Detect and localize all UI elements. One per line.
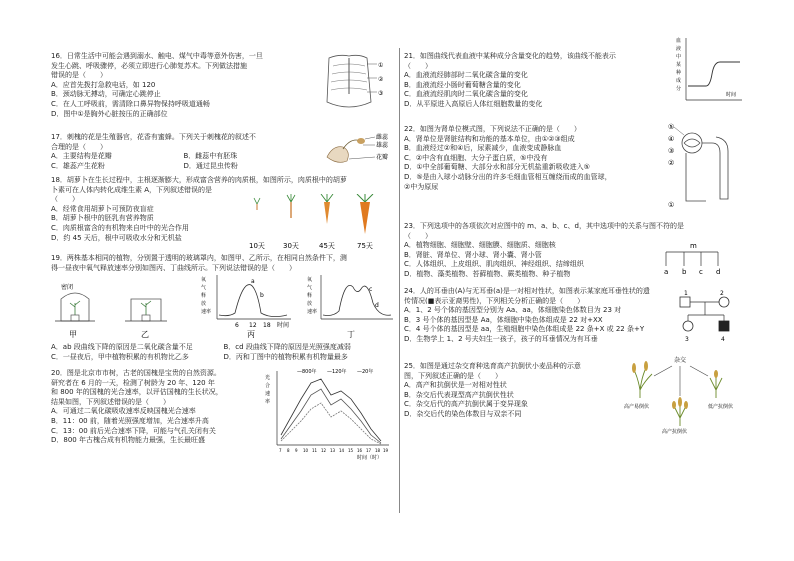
question-18 <box>51 176 396 251</box>
q17-figure-label: 雌蕊 <box>376 134 389 141</box>
q19-figure <box>51 273 396 343</box>
q21-option-c[interactable]: C．血液流经肌肉时二氧化碳含量的变化 <box>404 90 528 99</box>
q19-axis-y-char: 释 <box>201 293 207 300</box>
q23-option-b[interactable]: B．肾脏、肾单位、肾小球、肾小囊、肾小管 <box>404 250 542 259</box>
q19-jar-label: 密闭 <box>61 284 74 292</box>
q20-x-tick: 14 <box>339 448 345 453</box>
q16-stem-line: 16．日常生活中可能会遇到溺水、触电、煤气中毒等意外伤害，一旦 <box>51 52 263 60</box>
q19-panel-label: 丁 <box>347 330 355 340</box>
q20-x-tick: 12 <box>321 448 327 453</box>
left-column <box>51 52 396 462</box>
q21-axis-x: 时间 <box>726 92 737 98</box>
q23-option-c[interactable]: C．人体组织、上皮组织、肌肉组织、神经组织、结缔组织 <box>404 260 584 269</box>
q20-axis-y-char: 率 <box>265 399 271 405</box>
q25-stem-line: 图，下列叙述正确的是（ ） <box>404 371 502 380</box>
q22-figure-label: ⑤ <box>668 123 675 131</box>
q25-option-c[interactable]: C．杂交后代的高产抗倒伏属于变异现象 <box>404 400 528 409</box>
q20-photosynthesis-chart <box>261 365 393 461</box>
q21-stem-line: 21．如图曲线代表血液中某种成分含量变化的趋势，该曲线不能表示 <box>404 52 616 60</box>
q21-axis-y-char: 液 <box>676 46 682 52</box>
q22-figure-label: ④ <box>668 135 675 143</box>
wheat-plant-offspring <box>672 397 688 426</box>
q19-panel-label: 乙 <box>141 330 149 340</box>
q20-x-tick: 9 <box>295 448 298 453</box>
q21-axis-y-char: 种 <box>676 70 682 76</box>
q19-option-d[interactable]: D．丙和丁图中的植物积累有机物量最多 <box>223 352 348 361</box>
q22-option-d-extra-cont: ②中为原尿 <box>404 182 439 191</box>
q25-option-d[interactable]: D．杂交后代的染色体数目与双亲不同 <box>404 409 522 418</box>
q21-stem-line: （ ） <box>404 61 432 70</box>
q19-panel-label: 甲 <box>69 330 77 340</box>
q18-option-c[interactable]: C．肉质根富含的有机物来自叶中的光合作用 <box>51 223 189 232</box>
q19-axis-y-char: 气 <box>307 285 313 292</box>
q17-option-d[interactable]: D．通过昆虫传粉 <box>183 161 238 170</box>
q24-figure-label: 4 <box>721 336 725 343</box>
q20-x-tick: 15 <box>348 448 354 453</box>
q17-option-b[interactable]: B．雌蕊中有胚珠 <box>183 152 238 161</box>
q20-axis-x: 时间（时） <box>357 455 383 461</box>
question-21 <box>404 38 744 122</box>
jar-jia <box>55 283 95 339</box>
q16-stem-line: 错误的是（ ） <box>51 71 107 80</box>
q24-figure-label: 1 <box>684 290 688 297</box>
carrot-growth-figure <box>243 194 393 252</box>
q20-stem-line: 20．图是北京市市树，古老的国槐是宝贵的自然资源。 <box>51 369 221 377</box>
q21-axis-y-char: 分 <box>676 86 682 92</box>
q20-option-c[interactable]: C．13：00 前后光合速率下降，可能与气孔关闭有关 <box>51 426 216 435</box>
question-24 <box>404 287 744 359</box>
question-19 <box>51 254 396 366</box>
q16-option-a[interactable]: A．应首先拨打急救电话，如 120 <box>51 80 156 89</box>
q19-axis-y-char: 氧 <box>307 277 313 284</box>
q19-axis-y-char: 释 <box>307 293 313 300</box>
q20-x-tick: 13 <box>330 448 336 453</box>
wheat-breeding-figure <box>624 354 742 434</box>
q20-option-b[interactable]: B．11：00 前，随着光照强度增加，光合速率升高 <box>51 416 209 425</box>
q19-tick: 6 <box>235 322 239 330</box>
q23-figure-label: a <box>664 268 669 276</box>
q20-stem-line: 结果如图，下列叙述错误的是（ ） <box>51 397 170 406</box>
carrot-75-days <box>357 194 373 234</box>
q19-axis-y-char: 速率 <box>307 309 318 316</box>
q20-option-d[interactable]: D．800 年古槐合成有机物能力最强，生长最旺盛 <box>51 436 205 445</box>
q17-figure-label: 花瓣 <box>376 154 389 161</box>
q25-figure-label-left: 高产易倒伏 <box>624 404 650 410</box>
q23-figure-label: c <box>699 268 703 276</box>
q21-axis-y-char: 某 <box>676 62 682 68</box>
pedigree-figure <box>674 287 742 347</box>
q23-figure-label: d <box>716 268 721 276</box>
q25-option-b[interactable]: B．杂交后代表现型高产抗倒伏性状 <box>404 390 514 399</box>
q21-axis-y-char: 成 <box>676 78 682 84</box>
q19-axis-y-char: 放 <box>201 301 207 308</box>
q19-tick: 18 <box>263 322 271 330</box>
question-16 <box>51 52 396 130</box>
q19-axis-y-char: 放 <box>307 301 313 308</box>
q19-axis-y-char: 速率 <box>201 309 212 316</box>
q22-figure-label: ② <box>668 159 675 167</box>
q25-option-a[interactable]: A．高产和抗倒伏是一对相对性状 <box>404 381 507 390</box>
q16-option-d[interactable]: D．图中①是胸外心脏按压的正确部位 <box>51 109 168 118</box>
graph-bing <box>201 275 291 339</box>
q25-stem-line: 25．如图是通过杂交育种选育高产抗倒伏小麦品种的示意 <box>404 362 581 370</box>
q22-option-b[interactable]: B．血液经过②和④后，尿素减少，血液变成静脉血 <box>404 144 562 153</box>
q18-stem-line: 卜素可在人体内转化成维生素 A，下列叙述错误的是 <box>51 185 213 194</box>
q20-option-a[interactable]: A．可通过二氧化碳吸收速率反映国槐光合速率 <box>51 407 196 416</box>
q20-legend-20: —20年 <box>357 369 374 375</box>
q20-x-tick: 16 <box>357 448 363 453</box>
q19-stem-line: 得一昼夜中氧气释放速率分别如图丙、丁曲线所示。下列说法错误的是（ ） <box>51 263 296 272</box>
q20-x-tick: 17 <box>366 448 372 453</box>
q19-tick: 12 <box>249 322 257 330</box>
q19-stem-line: 19．两株基本相同的植物，分别置于透明的玻璃罩内，如图甲、乙所示，在相同自然条件下，测 <box>51 254 347 262</box>
q24-option-c[interactable]: C．4 号个体的基因型是 aa，生殖细胞中染色体组成是 22 条+X 或 22 条+Y <box>404 325 645 334</box>
q18-figure-label: 45天 <box>319 242 335 250</box>
question-22 <box>404 125 744 219</box>
right-column <box>404 38 744 435</box>
q22-option-c[interactable]: C．②中含有血细胞、大分子蛋白质，⑤中没有 <box>404 153 548 162</box>
question-23 <box>404 222 744 284</box>
q22-option-a[interactable]: A．肾单位是肾脏结构和功能的基本单位，由①②③组成 <box>404 134 575 143</box>
q16-figure-label: ① <box>378 62 384 69</box>
q19-point-a: a <box>251 278 255 286</box>
q20-stem-line: 和 800 年的国槐的光合速率，以评估国槐的生长状况， <box>51 388 223 397</box>
q17-option-a[interactable]: A．主要结构是花瓣 <box>51 152 112 161</box>
q18-stem-line: （ ） <box>51 195 79 204</box>
q20-x-tick: 7 <box>279 448 282 453</box>
q23-stem-line: （ ） <box>404 231 432 240</box>
flower-figure <box>321 129 396 169</box>
q19-axis-y-char: 气 <box>201 285 207 292</box>
q22-option-d[interactable]: D．①中全部葡萄糖、大部分水和部分无机盐重新吸收进入⑤ <box>404 163 590 172</box>
wheat-plant-left <box>632 361 652 398</box>
carrot-10-days <box>254 198 260 210</box>
q17-option-c[interactable]: C．雄蕊产生花粉 <box>51 161 105 170</box>
q23-figure-label: b <box>682 268 687 276</box>
q17-stem-line: 17．刺槐的花是生殖器官，花香有蜜蜂。下列关于刺槐花的叙述不 <box>51 133 256 141</box>
q25-figure-label-offspring: 高产抗倒伏 <box>662 429 688 434</box>
q20-stem-line: 研究者在 6 月的一天，检测了树龄为 20 年、120 年 <box>51 378 215 387</box>
q24-option-d[interactable]: D．生物学上 1、2 号夫妇生一孩子，孩子的耳垂情况为有耳垂 <box>404 334 598 343</box>
q21-curve-chart <box>674 34 744 110</box>
q20-x-tick: 18 <box>375 448 381 453</box>
q22-option-d-extra[interactable]: D．⑤是由入球小动脉分出的许多毛细血管相互缠绕而成的血管球， <box>404 172 612 181</box>
q21-axis-y-char: 中 <box>676 54 682 60</box>
q16-option-c[interactable]: C．在人工呼吸前，需清除口鼻异物保持呼吸道通畅 <box>51 99 210 108</box>
q24-figure-label: 3 <box>685 336 689 343</box>
q23-figure-label-m: m <box>690 242 697 250</box>
q19-point-d: d <box>375 302 379 310</box>
jar-yi <box>125 299 167 339</box>
question-17 <box>51 133 396 173</box>
q21-option-d[interactable]: D．从平原进入高原后人体红细胞数量的变化 <box>404 99 543 108</box>
q25-figure-label-right: 低产抗倒伏 <box>708 404 734 410</box>
q23-stem-line: 23．下列选项中的各项依次对应图中的 m、a、b、c、d，其中选项中的关系与图不符的是 <box>404 222 684 230</box>
carrot-45-days <box>321 194 333 224</box>
q21-axis-y-char: 血 <box>676 38 682 44</box>
q19-axis-x: 时间 <box>277 322 290 330</box>
q22-stem-line: 22．如图为肾单位模式图，下列说法不正确的是（ ） <box>404 125 581 133</box>
chest-figure <box>309 52 389 114</box>
q24-option-a[interactable]: A．1、2 号个体的基因型分别为 Aa、aa，体细胞染色体数目为 23 对 <box>404 306 622 315</box>
q24-option-b[interactable]: B．3 号个体的基因型是 Aa，体细胞中染色体组成是 22 对+XX <box>404 315 603 324</box>
q20-x-tick: 19 <box>383 448 389 453</box>
q19-axis-y: 氧 <box>201 277 207 284</box>
wheat-plant-right <box>710 370 722 398</box>
q18-option-b[interactable]: B．胡萝卜根中的胚乳有营养物质 <box>51 214 154 223</box>
q18-stem-line: 18．胡萝卜在生长过程中，主根逐渐膨大，形成富含营养的肉质根，如图所示，肉质根中的胡萝 <box>51 176 347 184</box>
q23-option-d[interactable]: D．植物、藻类植物、苔藓植物、蕨类植物、种子植物 <box>404 269 571 278</box>
carrot-30-days <box>287 194 295 218</box>
q21-option-a[interactable]: A．血液流经肺部时二氧化碳含量的变化 <box>404 71 528 80</box>
q19-option-a[interactable]: A．ab 段曲线下降的原因是二氧化碳含量不足 <box>51 343 193 352</box>
q20-legend-800: —800年 <box>297 369 317 375</box>
q23-option-a[interactable]: A．植物细胞、细胞壁、细胞膜、细胞质、细胞核 <box>404 241 556 250</box>
q20-axis-y-char: 速 <box>265 391 271 397</box>
q16-figure-label: ③ <box>378 90 384 97</box>
q22-figure-label: ③ <box>668 147 675 155</box>
q17-figure-label: 雄蕊 <box>376 142 389 149</box>
q19-option-c[interactable]: C．一昼夜后，甲中植物积累的有机物比乙多 <box>51 352 189 361</box>
q18-option-a[interactable]: A．经常食用胡萝卜可预防夜盲症 <box>51 204 154 213</box>
q24-stem-line: 传情况(■表示亚裔男性)，下列相关分析正确的是（ ） <box>404 296 585 305</box>
q25-figure-label-cross: 杂交 <box>674 357 687 364</box>
column-divider <box>399 48 400 513</box>
q20-x-tick: 10 <box>303 448 309 453</box>
q19-point-b: b <box>260 292 264 300</box>
q23-tree-figure <box>654 240 734 280</box>
q22-figure-label: ① <box>668 201 675 209</box>
q16-option-b[interactable]: B．颈动脉无搏动，可确定心跳停止 <box>51 90 161 99</box>
q18-figure-label: 75天 <box>357 242 373 250</box>
q19-option-b[interactable]: B．cd 段曲线下降的原因是光照强度减弱 <box>223 343 351 352</box>
q21-option-b[interactable]: B．血液流经小肠时葡萄糖含量的变化 <box>404 80 521 89</box>
q20-x-tick: 8 <box>287 448 290 453</box>
graph-ding <box>307 275 393 339</box>
q16-figure-label: ② <box>378 76 384 83</box>
q20-axis-y-char: 合 <box>265 383 271 389</box>
q19-point-c: c <box>369 286 373 294</box>
q18-figure-label: 30天 <box>283 242 299 250</box>
question-20 <box>51 369 396 459</box>
nephron-figure <box>666 121 742 211</box>
q16-stem-line: 发生心跳、呼吸骤停，必须立即进行心肺复苏术。下列做法措施 <box>51 61 247 70</box>
q24-figure-label: 2 <box>720 290 724 297</box>
q20-legend-120: —120年 <box>327 369 347 375</box>
q20-axis-y: 光 <box>265 375 271 381</box>
question-25 <box>404 357 744 434</box>
q19-panel-label: 丙 <box>247 330 255 340</box>
q20-x-tick: 11 <box>312 448 318 453</box>
q17-stem-line: 合理的是（ ） <box>51 142 107 151</box>
q18-figure-label: 10天 <box>249 242 265 250</box>
q18-option-d[interactable]: D．约 45 天后，根中可吸收水分和无机盐 <box>51 233 182 242</box>
q24-stem-line: 24．人的耳垂由(A)与无耳垂(a)是一对相对性状，如图表示某家庭耳垂性状的遗 <box>404 287 650 295</box>
